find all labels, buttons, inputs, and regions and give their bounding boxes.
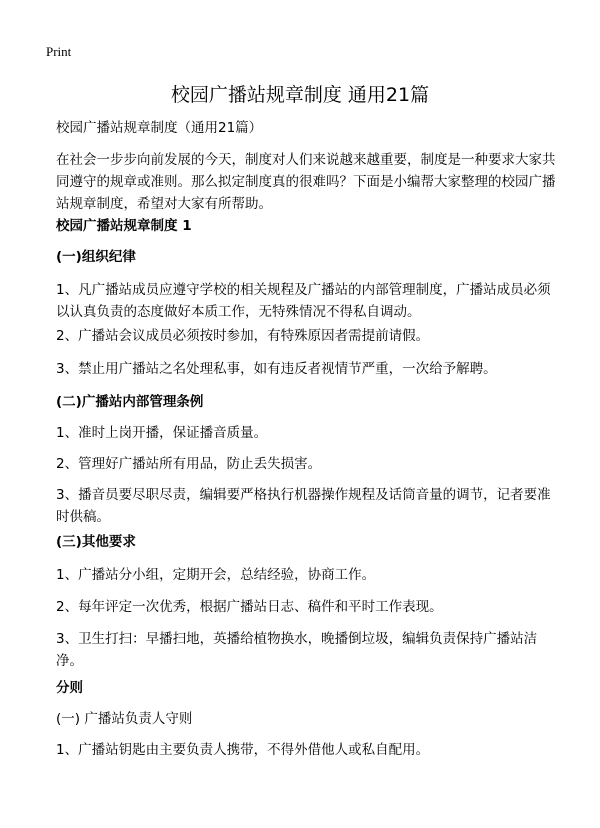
part3-item: 2、每年评定一次优秀，根据广播站日志、稿件和平时工作表现。 <box>56 599 443 615</box>
subtitle: 校园广播站规章制度（通用21篇） <box>56 120 263 136</box>
rules-item: 1、广播站钥匙由主要负责人携带，不得外借他人或私自配用。 <box>56 742 430 758</box>
part3-item: 1、广播站分小组，定期开会，总结经验，协商工作。 <box>56 567 376 583</box>
rules-heading: 分则 <box>56 680 83 696</box>
part1-item: 3、禁止用广播站之名处理私事，如有违反者视情节严重，一次给予解聘。 <box>56 361 497 377</box>
rules-subheading: (一) 广播站负责人守则 <box>56 711 193 727</box>
part2-item: 3、播音员要尽职尽责，编辑要严格执行机器操作规程及话筒音量的调节，记者要准时供稿。 <box>56 487 551 525</box>
page-title: 校园广播站规章制度 通用21篇 <box>170 84 430 106</box>
part3-heading: (三)其他要求 <box>56 534 136 550</box>
print-label: Print <box>46 44 72 59</box>
part3-item: 3、卫生打扫：早播扫地，英播给植物换水，晚播倒垃圾，编辑负责保持广播站洁净。 <box>56 631 538 669</box>
part2-item: 1、准时上岗开播，保证播音质量。 <box>56 425 268 441</box>
part2-heading: (二)广播站内部管理条例 <box>56 394 204 410</box>
intro-paragraph: 在社会一步步向前发展的今天，制度对人们来说越来越重要，制度是一种要求大家共同遵守的规章或准则。那么拟定制度真的很难吗？下面是小编帮大家整理的校园广播站规章制度，希望对大家有所帮助。 <box>56 152 556 212</box>
part1-heading: (一)组织纪律 <box>56 249 136 265</box>
part2-item: 2、管理好广播站所有用品，防止丢失损害。 <box>56 456 322 472</box>
part1-item: 2、广播站会议成员必须按时参加，有特殊原因者需提前请假。 <box>56 328 430 344</box>
part1-item: 1、凡广播站成员应遵守学校的相关规程及广播站的内部管理制度，广播站成员必须以认真负责的态度做好本质工作，无特殊情况不得私自调动。 <box>56 282 551 320</box>
section-heading: 校园广播站规章制度 1 <box>56 218 192 234</box>
